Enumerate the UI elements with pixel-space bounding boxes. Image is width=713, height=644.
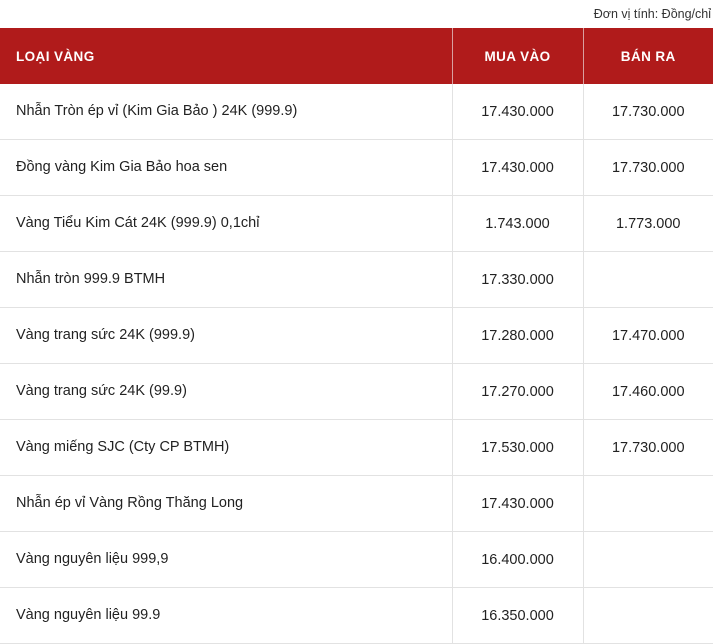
cell-gold-type: Nhẫn Tròn ép vỉ (Kim Gia Bảo ) 24K (999.9) (0, 84, 452, 140)
cell-sell-price: 17.460.000 (583, 364, 713, 420)
cell-buy-price: 16.400.000 (452, 532, 583, 588)
cell-buy-price: 17.530.000 (452, 420, 583, 476)
cell-sell-price (583, 588, 713, 644)
cell-gold-type: Vàng nguyên liệu 99.9 (0, 588, 452, 644)
table-row (0, 476, 713, 532)
cell-buy-price: 17.280.000 (452, 308, 583, 364)
table-row (0, 532, 713, 588)
cell-buy-price: 17.430.000 (452, 476, 583, 532)
table-header-row (0, 28, 713, 84)
cell-sell-price: 17.730.000 (583, 84, 713, 140)
cell-gold-type: Vàng nguyên liệu 999,9 (0, 532, 452, 588)
cell-gold-type: Vàng trang sức 24K (999.9) (0, 308, 452, 364)
table-row (0, 196, 713, 252)
cell-sell-price (583, 476, 713, 532)
column-header-sell-price: BÁN RA (583, 28, 713, 84)
table-row (0, 364, 713, 420)
unit-note: Đơn vị tính: Đồng/chỉ (593, 7, 711, 21)
cell-sell-price: 1.773.000 (583, 196, 713, 252)
cell-buy-price: 17.270.000 (452, 364, 583, 420)
cell-buy-price: 17.330.000 (452, 252, 583, 308)
cell-sell-price: 17.730.000 (583, 420, 713, 476)
cell-gold-type: Vàng Tiểu Kim Cát 24K (999.9) 0,1chỉ (0, 196, 452, 252)
cell-sell-price (583, 252, 713, 308)
cell-gold-type: Vàng trang sức 24K (99.9) (0, 364, 452, 420)
cell-buy-price: 1.743.000 (452, 196, 583, 252)
table-row (0, 308, 713, 364)
cell-buy-price: 17.430.000 (452, 140, 583, 196)
cell-sell-price: 17.730.000 (583, 140, 713, 196)
table-body (0, 84, 713, 644)
column-header-buy-price: MUA VÀO (452, 28, 583, 84)
cell-buy-price: 17.430.000 (452, 84, 583, 140)
table-row (0, 588, 713, 644)
table-row (0, 252, 713, 308)
table-header (0, 28, 713, 84)
cell-gold-type: Nhẫn tròn 999.9 BTMH (0, 252, 452, 308)
cell-sell-price: 17.470.000 (583, 308, 713, 364)
table-row (0, 420, 713, 476)
cell-buy-price: 16.350.000 (452, 588, 583, 644)
gold-price-table (0, 28, 713, 644)
cell-sell-price (583, 532, 713, 588)
cell-gold-type: Nhẫn ép vỉ Vàng Rồng Thăng Long (0, 476, 452, 532)
cell-gold-type: Vàng miếng SJC (Cty CP BTMH) (0, 420, 452, 476)
table-row (0, 140, 713, 196)
cell-gold-type: Đồng vàng Kim Gia Bảo hoa sen (0, 140, 452, 196)
column-header-gold-type: LOẠI VÀNG (0, 28, 452, 84)
table-row (0, 84, 713, 140)
